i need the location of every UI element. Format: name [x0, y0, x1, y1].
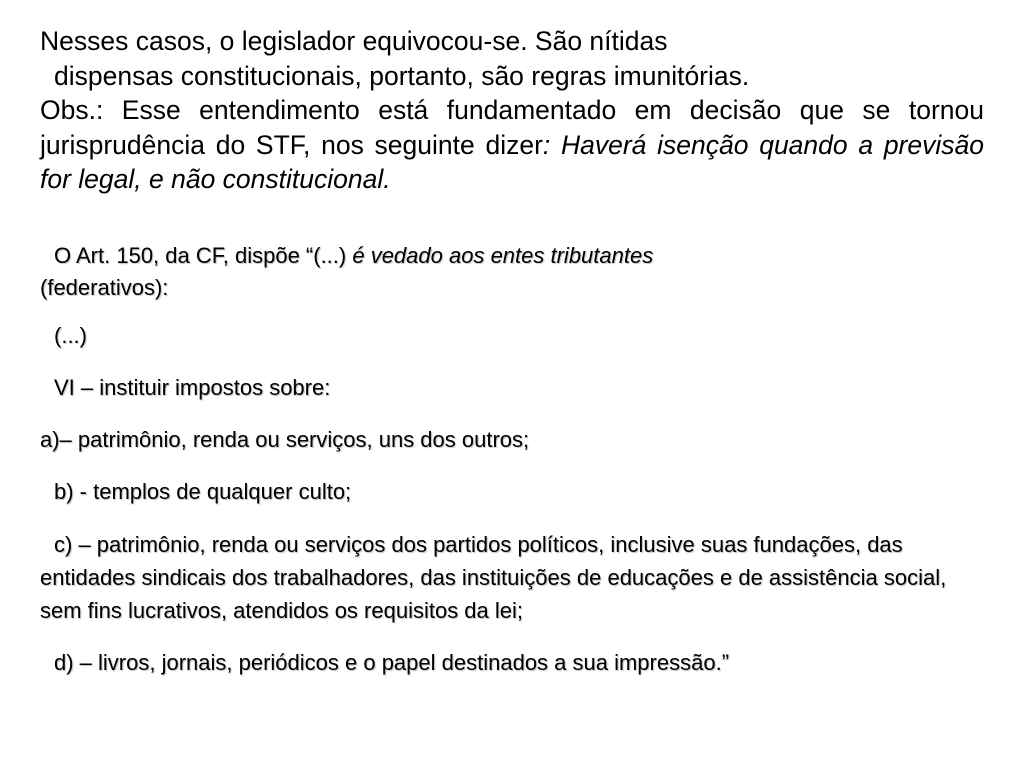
art-150-continuation: (federativos):	[40, 275, 169, 300]
art-150-italic: é vedado aos entes tributantes	[352, 243, 654, 268]
obs-paragraph	[40, 93, 984, 197]
inciso-vi: VI – instituir impostos sobre:	[54, 375, 331, 400]
item-c	[40, 528, 980, 627]
item-b: b) - templos de qualquer culto;	[54, 479, 352, 504]
obs-quote-italic: : Haverá isenção quando a previsão for legal, e não constitucional.	[40, 129, 984, 194]
item-d: d) – livros, jornais, periódicos e o papel destinados a sua impressão.”	[54, 650, 730, 675]
upper-text-block	[40, 24, 984, 197]
paragraph-line-2: dispensas constitucionais, portanto, são regras imunitórias.	[54, 60, 750, 91]
item-c-text: c) – patrimônio, renda ou serviços dos partidos políticos, inclusive suas fundações, das entidades sindicais dos trabalhadores, das instituições de educações e de assistência social, sem fins lucrativos, atendidos os requisitos da lei;	[40, 532, 947, 623]
obs-text: Obs.: Esse entendimento está fundamentado em decisão que se tornou jurisprudência do STF, nos seguinte dizer	[40, 95, 984, 160]
constitution-quote-block	[40, 240, 980, 679]
item-a: a)– patrimônio, renda ou serviços, uns dos outros;	[40, 427, 530, 452]
ellipsis-line: (...)	[54, 323, 87, 348]
art-150-text: O Art. 150, da CF, dispõe “(...)	[54, 243, 353, 268]
paragraph-line-1: Nesses casos, o legislador equivocou-se. São nítidas	[40, 26, 668, 56]
art-150-intro	[40, 240, 980, 304]
